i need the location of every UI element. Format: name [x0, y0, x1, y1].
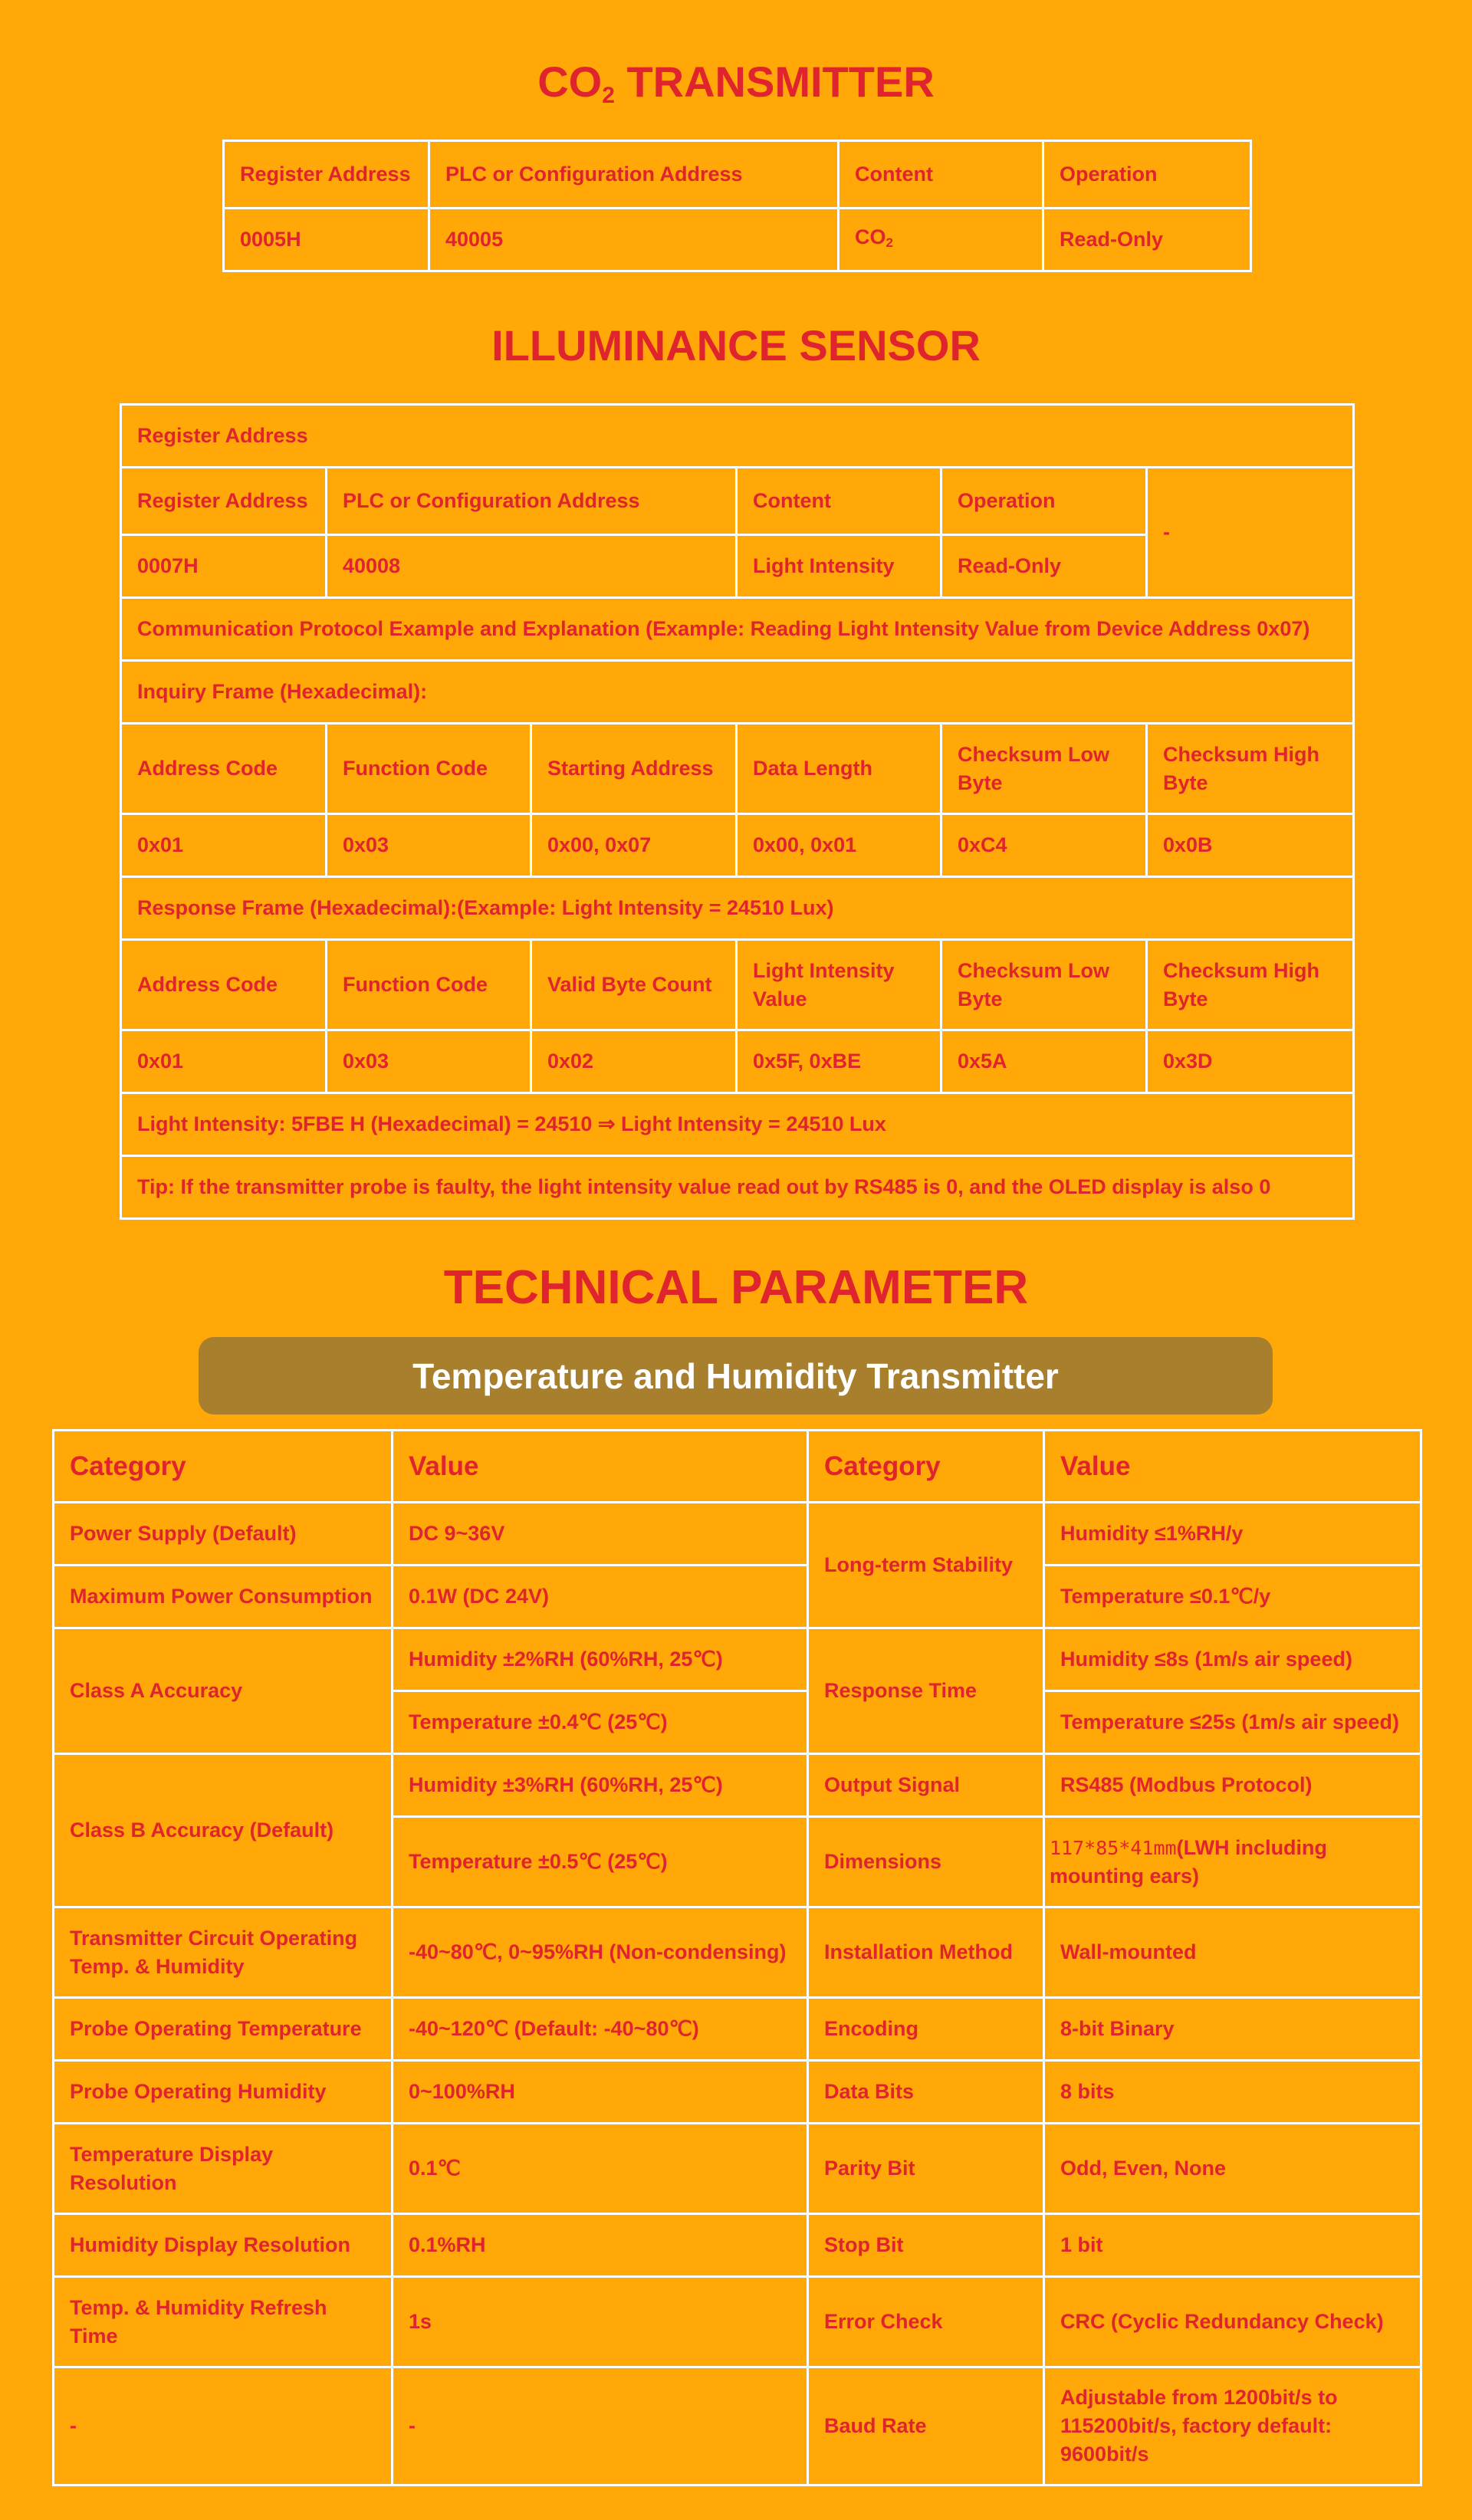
value-cell: 1s [393, 2277, 808, 2367]
value-cell: 0.1%RH [393, 2214, 808, 2277]
header-cell: PLC or Configuration Address [429, 141, 839, 209]
category-cell: Maximum Power Consumption [54, 1566, 393, 1628]
table-row [54, 1566, 1421, 1628]
header-cell: Function Code [327, 940, 531, 1030]
header-cell: Operation [941, 468, 1147, 535]
table-row [121, 814, 1354, 877]
value-cell: Temperature ≤0.1℃/y [1044, 1566, 1421, 1628]
table-header-row [121, 940, 1354, 1030]
content-cell: Light Intensity [737, 535, 941, 598]
register-address-label: Register Address [121, 405, 1354, 468]
category-cell: Power Supply (Default) [54, 1503, 393, 1566]
header-cell: Register Address [224, 141, 429, 209]
value-cell: 0x03 [327, 814, 531, 877]
value-cell: 0x00, 0x01 [737, 814, 941, 877]
table-header-row [224, 141, 1251, 209]
category-cell: Temp. & Humidity Refresh Time [54, 2277, 393, 2367]
table-row [54, 1503, 1421, 1566]
value-cell: Humidity ±3%RH (60%RH, 25℃) [393, 1754, 808, 1817]
transmitter-banner: Temperature and Humidity Transmitter [199, 1337, 1273, 1414]
co2-register-table [222, 140, 1252, 272]
header-cell: Register Address [121, 468, 327, 535]
value-cell: Humidity ≤8s (1m/s air speed) [1044, 1628, 1421, 1691]
table-row [54, 2124, 1421, 2214]
header-cell: Content [839, 141, 1043, 209]
category-cell: Stop Bit [808, 2214, 1044, 2277]
table-row [54, 2367, 1421, 2486]
header-cell: Checksum Low Byte [941, 940, 1147, 1030]
header-cell: Valid Byte Count [531, 940, 737, 1030]
value-cell: 0x5A [941, 1030, 1147, 1093]
register-address-cell: 0005H [224, 209, 429, 271]
header-cell: Category [808, 1431, 1044, 1503]
value-cell: 0x01 [121, 1030, 327, 1093]
table-row [54, 2214, 1421, 2277]
value-cell: -40~80℃, 0~95%RH (Non-condensing) [393, 1907, 808, 1998]
value-cell: 0x3D [1147, 1030, 1354, 1093]
value-cell: 0xC4 [941, 814, 1147, 877]
tip-note: Tip: If the transmitter probe is faulty, the light intensity value read out by RS485 is 0, and the OLED display is also 0 [121, 1156, 1354, 1219]
value-cell: Temperature ±0.4℃ (25℃) [393, 1691, 808, 1754]
inquiry-frame-title: Inquiry Frame (Hexadecimal): [121, 661, 1354, 724]
header-cell: Function Code [327, 724, 531, 814]
category-cell: Parity Bit [808, 2124, 1044, 2214]
table-row [54, 1628, 1421, 1691]
category-cell: Output Signal [808, 1754, 1044, 1817]
table-row [121, 1030, 1354, 1093]
calculation-note: Light Intensity: 5FBE H (Hexadecimal) = 24510 ⇒ Light Intensity = 24510 Lux [121, 1093, 1354, 1156]
table-header-row [54, 1431, 1421, 1503]
value-cell: - [393, 2367, 808, 2486]
header-cell: Light Intensity Value [737, 940, 941, 1030]
illuminance-title: ILLUMINANCE SENSOR [491, 321, 981, 370]
category-cell: - [54, 2367, 393, 2486]
category-cell: Temperature Display Resolution [54, 2124, 393, 2214]
value-cell: 0x03 [327, 1030, 531, 1093]
category-cell: Data Bits [808, 2061, 1044, 2124]
table-row [54, 1998, 1421, 2061]
value-cell: 8-bit Binary [1044, 1998, 1421, 2061]
plc-address-cell: 40005 [429, 209, 839, 271]
category-cell: Humidity Display Resolution [54, 2214, 393, 2277]
value-cell: 0x02 [531, 1030, 737, 1093]
category-cell: Baud Rate [808, 2367, 1044, 2486]
value-cell: Humidity ≤1%RH/y [1044, 1503, 1421, 1566]
header-cell: Content [737, 468, 941, 535]
value-cell: Odd, Even, None [1044, 2124, 1421, 2214]
technical-parameter-table [52, 1429, 1422, 2486]
side-cell: - [1147, 468, 1354, 598]
category-cell: Class B Accuracy (Default) [54, 1754, 393, 1907]
plc-address-cell: 40008 [327, 535, 737, 598]
table-header-row [121, 468, 1354, 535]
category-cell: Transmitter Circuit Operating Temp. & Humidity [54, 1907, 393, 1998]
value-cell: 0x00, 0x07 [531, 814, 737, 877]
content-cell: $CO_2$ [839, 209, 1043, 271]
category-cell: Encoding [808, 1998, 1044, 2061]
technical-parameter-title: TECHNICAL PARAMETER [443, 1261, 1029, 1314]
category-cell: Error Check [808, 2277, 1044, 2367]
value-cell: DC 9~36V [393, 1503, 808, 1566]
value-cell: 0x01 [121, 814, 327, 877]
header-cell: Checksum Low Byte [941, 724, 1147, 814]
value-cell: -40~120℃ (Default: -40~80℃) [393, 1998, 808, 2061]
illuminance-table [120, 403, 1355, 1220]
category-cell: Dimensions [808, 1817, 1044, 1907]
value-cell: 0.1℃ [393, 2124, 808, 2214]
value-cell: 8 bits [1044, 2061, 1421, 2124]
header-cell: Value [1044, 1431, 1421, 1503]
value-cell: Temperature ≤25s (1m/s air speed) [1044, 1691, 1421, 1754]
response-frame-title: Response Frame (Hexadecimal):(Example: Light Intensity = 24510 Lux) [121, 877, 1354, 940]
value-cell: 0.1W (DC 24V) [393, 1566, 808, 1628]
header-cell: Starting Address [531, 724, 737, 814]
header-cell: Address Code [121, 940, 327, 1030]
co2-title: $CO_2$ TRANSMITTER [537, 57, 935, 108]
value-cell: CRC (Cyclic Redundancy Check) [1044, 2277, 1421, 2367]
header-cell: Value [393, 1431, 808, 1503]
category-cell: Response Time [808, 1628, 1044, 1754]
header-cell: PLC or Configuration Address [327, 468, 737, 535]
value-cell: Adjustable from 1200bit/s to 115200bit/s, factory default: 9600bit/s [1044, 2367, 1421, 2486]
header-cell: Checksum High Byte [1147, 940, 1354, 1030]
table-row [54, 2061, 1421, 2124]
header-cell: Address Code [121, 724, 327, 814]
header-cell: Data Length [737, 724, 941, 814]
header-cell: Category [54, 1431, 393, 1503]
header-cell: Operation [1043, 141, 1251, 209]
value-cell: 1 bit [1044, 2214, 1421, 2277]
register-address-cell: 0007H [121, 535, 327, 598]
table-row [54, 1754, 1421, 1817]
operation-cell: Read-Only [941, 535, 1147, 598]
table-row [54, 2277, 1421, 2367]
category-cell: Probe Operating Temperature [54, 1998, 393, 2061]
value-cell: 0x5F, 0xBE [737, 1030, 941, 1093]
value-cell: Temperature ±0.5℃ (25℃) [393, 1817, 808, 1907]
value-cell: 0x0B [1147, 814, 1354, 877]
value-cell: 117*85*41mm(LWH including mounting ears) [1044, 1817, 1421, 1907]
protocol-note: Communication Protocol Example and Explanation (Example: Reading Light Intensity Value from Device Address 0x07) [121, 598, 1354, 661]
category-cell: Long-term Stability [808, 1503, 1044, 1628]
category-cell: Installation Method [808, 1907, 1044, 1998]
table-row [54, 1907, 1421, 1998]
operation-cell: Read-Only [1043, 209, 1251, 271]
table-row [224, 209, 1251, 271]
category-cell: Class A Accuracy [54, 1628, 393, 1754]
header-cell: Checksum High Byte [1147, 724, 1354, 814]
value-cell: Wall-mounted [1044, 1907, 1421, 1998]
value-cell: 0~100%RH [393, 2061, 808, 2124]
table-header-row [121, 724, 1354, 814]
category-cell: Probe Operating Humidity [54, 2061, 393, 2124]
value-cell: Humidity ±2%RH (60%RH, 25℃) [393, 1628, 808, 1691]
value-cell: RS485 (Modbus Protocol) [1044, 1754, 1421, 1817]
